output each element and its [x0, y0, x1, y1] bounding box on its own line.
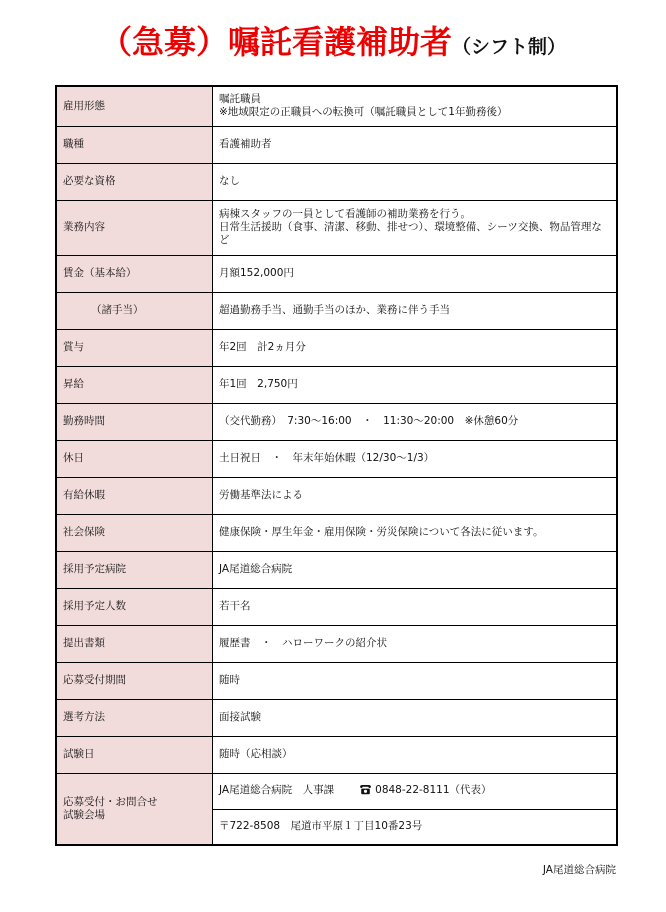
row-label: 試験日 [56, 736, 213, 773]
row-value: 随時（応相談） [213, 736, 618, 773]
table-row [56, 440, 617, 477]
value-line: 病棟スタッフの一員として看護師の補助業務を行う。 [219, 208, 471, 220]
contact-dept-phone [213, 773, 618, 809]
row-value: 健康保険・厚生年金・雇用保険・労災保険について各法に従います。 [213, 514, 618, 551]
table-row [56, 329, 617, 366]
row-value: 労働基準法による [213, 477, 618, 514]
row-value: 年2回 計2ヵ月分 [213, 329, 618, 366]
contact-address: 〒722-8508 尾道市平原１丁目10番23号 [213, 809, 618, 845]
table-row [56, 773, 617, 809]
row-label: 採用予定病院 [56, 551, 213, 588]
footer-hospital-name: JA尾道総合病院 [542, 864, 616, 876]
row-value: 土日祝日 ・ 年末年始休暇（12/30～1/3） [213, 440, 618, 477]
row-label: 賞与 [56, 329, 213, 366]
row-label: 有給休暇 [56, 477, 213, 514]
row-value [213, 200, 618, 255]
table-row [56, 200, 617, 255]
row-value [213, 86, 618, 126]
value-line: 日常生活援助（食事、清潔、移動、排せつ）、環境整備、シーツ交換、物品管理など [219, 221, 602, 246]
table-row [56, 163, 617, 200]
row-label: 選考方法 [56, 699, 213, 736]
table-row [56, 625, 617, 662]
row-label: 職種 [56, 126, 213, 163]
table-row [56, 255, 617, 292]
table-row [56, 662, 617, 699]
table-row [56, 86, 617, 126]
contact-phone: 0848-22-8111（代表） [375, 783, 492, 796]
telephone-icon [359, 784, 372, 799]
row-label: 昇給 [56, 366, 213, 403]
row-value: 履歴書 ・ ハローワークの紹介状 [213, 625, 618, 662]
row-label: 業務内容 [56, 200, 213, 255]
table-row [56, 514, 617, 551]
table-row [56, 477, 617, 514]
row-value: JA尾道総合病院 [213, 551, 618, 588]
job-spec-table [55, 85, 618, 846]
row-label: 雇用形態 [56, 86, 213, 126]
value-line: 嘱託職員 [219, 93, 261, 106]
row-value: 月額152,000円 [213, 255, 618, 292]
table-row [56, 126, 617, 163]
row-value: 年1回 2,750円 [213, 366, 618, 403]
row-label: 採用予定人数 [56, 588, 213, 625]
table-row [56, 736, 617, 773]
contact-label [56, 773, 213, 845]
row-value: （交代勤務） 7:30～16:00 ・ 11:30～20:00 ※休憩60分 [213, 403, 618, 440]
row-value: なし [213, 163, 618, 200]
contact-label-line: 応募受付・お問合せ [63, 795, 158, 808]
table-row [56, 551, 617, 588]
row-label: 提出書類 [56, 625, 213, 662]
row-label: 必要な資格 [56, 163, 213, 200]
row-label: 休日 [56, 440, 213, 477]
row-value: 面接試験 [213, 699, 618, 736]
table-row [56, 292, 617, 329]
table-row [56, 699, 617, 736]
contact-label-line: 試験会場 [63, 808, 105, 821]
row-value: 看護補助者 [213, 126, 618, 163]
title-sub: （シフト制） [452, 36, 567, 58]
row-value: 若干名 [213, 588, 618, 625]
table-row [56, 588, 617, 625]
row-label: 社会保険 [56, 514, 213, 551]
row-label: 勤務時間 [56, 403, 213, 440]
value-line: ※地域限定の正職員への転換可（嘱託職員として1年勤務後） [219, 106, 508, 119]
row-value: 随時 [213, 662, 618, 699]
row-label: （諸手当） [56, 292, 213, 329]
row-label: 賃金（基本給） [56, 255, 213, 292]
title-main: （急募）嘱託看護補助者 [99, 23, 452, 61]
row-value: 超過勤務手当、通勤手当のほか、業務に伴う手当 [213, 292, 618, 329]
table-row [56, 403, 617, 440]
contact-dept: JA尾道総合病院 人事課 [219, 783, 335, 796]
page-title [0, 14, 666, 75]
row-label: 応募受付期間 [56, 662, 213, 699]
table-row [56, 366, 617, 403]
